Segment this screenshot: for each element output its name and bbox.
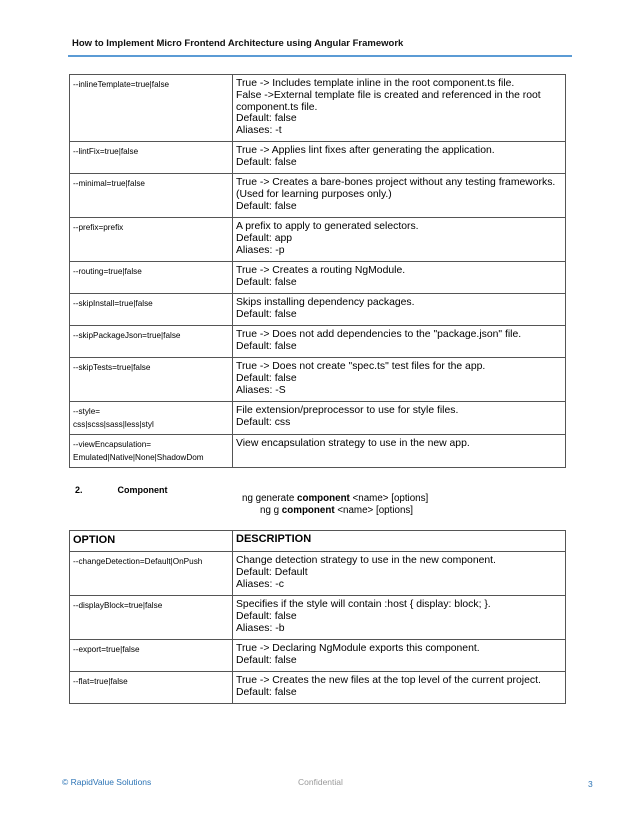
header-description: DESCRIPTION <box>233 531 566 552</box>
table-row <box>70 596 566 640</box>
command-generate-component <box>242 493 428 504</box>
cmd1-prefix: ng generate <box>242 493 298 504</box>
section-title: Component <box>117 485 168 495</box>
option-text: --displayBlock=true|false <box>73 601 163 610</box>
description-line: False ->External template file is created and referenced in the root <box>236 89 541 101</box>
command-g-component <box>260 505 413 516</box>
options-table-app <box>69 74 566 468</box>
description-cell <box>233 173 566 217</box>
description-line: True -> Applies lint fixes after generating the application. <box>236 144 495 156</box>
option-text: css|scss|sass|less|styl <box>73 419 154 429</box>
description-line: True -> Creates a routing NgModule. <box>236 264 406 276</box>
description-cell <box>233 357 566 401</box>
description-line: Default: false <box>236 156 297 168</box>
option-text: --prefix=prefix <box>73 222 124 232</box>
cmd1-suffix: <name> [options] <box>349 493 429 504</box>
option-cell <box>70 75 233 142</box>
description-line: True -> Creates a bare-bones project without any testing frameworks. <box>236 176 556 188</box>
description-line: Default: false <box>236 276 297 288</box>
cmd1-keyword: component <box>297 493 350 504</box>
description-line: Default: false <box>236 340 297 352</box>
option-text: --inlineTemplate=true|false <box>73 80 170 89</box>
description-cell <box>233 401 566 434</box>
cmd2-suffix: <name> [options] <box>334 505 414 516</box>
description-line: Aliases: -b <box>236 622 285 634</box>
options-table-component <box>69 530 566 704</box>
description-line: Default: css <box>236 416 291 428</box>
table-row <box>70 401 566 434</box>
option-cell <box>70 217 233 261</box>
option-cell <box>70 325 233 357</box>
option-text: Emulated|Native|None|ShadowDom <box>73 452 204 462</box>
option-cell <box>70 552 233 596</box>
description-line: File extension/preprocessor to use for style files. <box>236 404 459 416</box>
description-line: View encapsulation strategy to use in the new app. <box>236 437 470 449</box>
description-line: component.ts file. <box>236 101 318 113</box>
option-cell <box>70 293 233 325</box>
description-line: True -> Includes template inline in the root component.ts file. <box>236 78 515 89</box>
header-option: OPTION <box>70 531 233 552</box>
document-header-title: How to Implement Micro Frontend Architecture using Angular Framework <box>72 38 404 49</box>
option-text: --export=true|false <box>73 645 140 654</box>
description-line: Default: false <box>236 610 297 622</box>
section-heading <box>75 485 168 495</box>
description-cell <box>233 552 566 596</box>
table-row <box>70 640 566 672</box>
description-cell <box>233 640 566 672</box>
description-line: Default: false <box>236 113 297 125</box>
description-line: Specifies if the style will contain :host { display: block; }. <box>236 599 491 610</box>
description-cell <box>233 596 566 640</box>
description-cell <box>233 217 566 261</box>
option-text: --viewEncapsulation= <box>73 439 152 449</box>
option-text: --skipInstall=true|false <box>73 298 153 308</box>
description-line: Default: false <box>236 654 297 666</box>
description-line: Skips installing dependency packages. <box>236 296 415 308</box>
option-cell <box>70 261 233 293</box>
option-text: --changeDetection=Default|OnPush <box>73 557 203 566</box>
description-cell <box>233 75 566 142</box>
option-text: --skipPackageJson=true|false <box>73 330 181 340</box>
description-line: True -> Does not add dependencies to the "package.json" file. <box>236 328 522 340</box>
description-cell <box>233 434 566 467</box>
description-cell <box>233 325 566 357</box>
option-cell <box>70 672 233 704</box>
option-cell <box>70 357 233 401</box>
table-row <box>70 552 566 596</box>
description-cell <box>233 141 566 173</box>
description-line: Aliases: -S <box>236 384 286 396</box>
description-line: True -> Does not create "spec.ts" test files for the app. <box>236 360 486 372</box>
option-cell <box>70 141 233 173</box>
description-line: Default: false <box>236 686 297 698</box>
table-row <box>70 261 566 293</box>
description-cell <box>233 261 566 293</box>
description-line: Default: app <box>236 232 293 244</box>
description-line: Default: Default <box>236 566 308 578</box>
option-cell <box>70 434 233 467</box>
table-row <box>70 325 566 357</box>
option-cell <box>70 401 233 434</box>
option-cell <box>70 640 233 672</box>
description-line: Default: false <box>236 200 297 212</box>
table-row <box>70 434 566 467</box>
table-row <box>70 173 566 217</box>
option-text: --skipTests=true|false <box>73 362 151 372</box>
option-text: --style= <box>73 406 101 416</box>
description-line: Aliases: -t <box>236 125 282 137</box>
option-text: --minimal=true|false <box>73 178 145 188</box>
option-text: --flat=true|false <box>73 677 128 686</box>
page-number: 3 <box>588 779 593 789</box>
description-cell <box>233 293 566 325</box>
table-row <box>70 293 566 325</box>
footer-company: © RapidValue Solutions <box>62 777 152 787</box>
option-text: --routing=true|false <box>73 266 142 276</box>
description-line: True -> Creates the new files at the top level of the current project. <box>236 675 541 686</box>
cmd2-prefix: ng g <box>260 505 282 516</box>
description-line: Default: false <box>236 372 297 384</box>
description-line: Default: false <box>236 308 297 320</box>
description-line: A prefix to apply to generated selectors. <box>236 220 419 232</box>
table-row <box>70 141 566 173</box>
table-row <box>70 75 566 142</box>
table-row <box>70 217 566 261</box>
table-row <box>70 672 566 704</box>
option-text: --lintFix=true|false <box>73 146 139 156</box>
description-cell <box>233 672 566 704</box>
header-divider <box>68 55 572 57</box>
cmd2-keyword: component <box>281 505 335 516</box>
option-cell <box>70 596 233 640</box>
description-line: True -> Declaring NgModule exports this component. <box>236 643 480 654</box>
table-row <box>70 357 566 401</box>
section-number: 2. <box>75 485 83 495</box>
description-line: Change detection strategy to use in the new component. <box>236 555 496 566</box>
description-line: Aliases: -c <box>236 578 284 590</box>
option-cell <box>70 173 233 217</box>
description-line: (Used for learning purposes only.) <box>236 188 392 200</box>
footer-confidential: Confidential <box>298 777 343 787</box>
description-line: Aliases: -p <box>236 244 285 256</box>
table-header-row <box>70 531 566 552</box>
